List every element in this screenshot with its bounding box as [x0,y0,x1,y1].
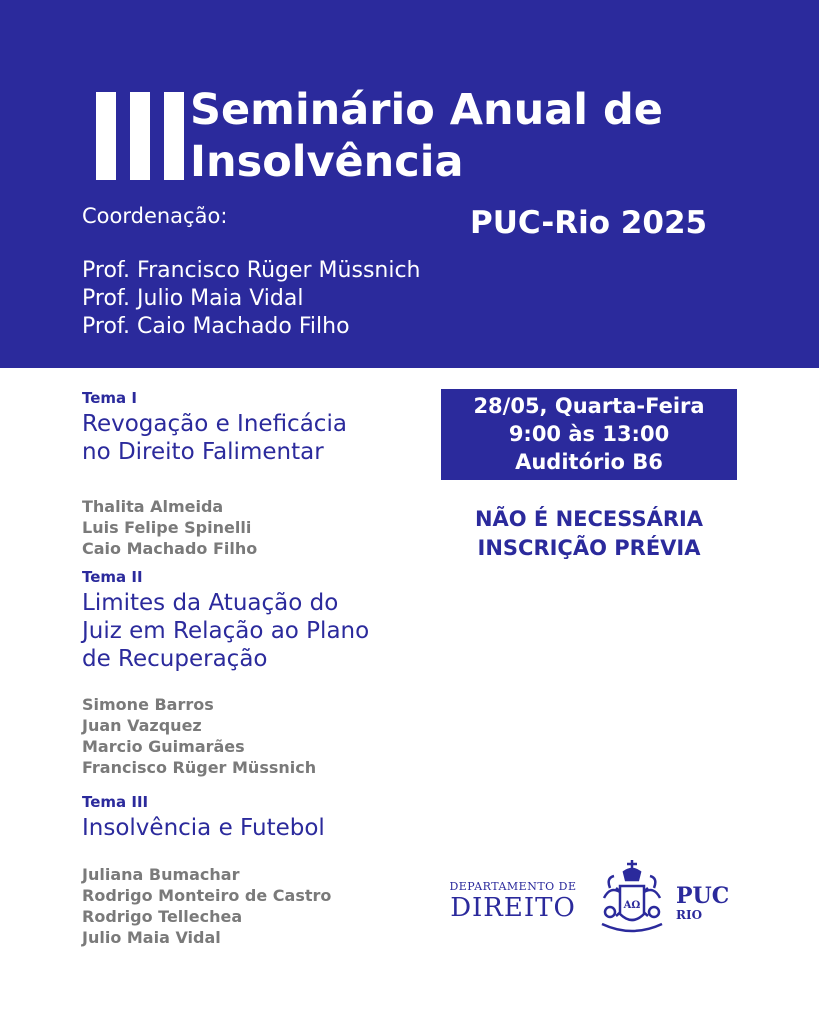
theme-2-speakers [82,694,316,778]
theme-1-speakers [82,496,257,559]
speaker-item: Rodrigo Tellechea [82,907,243,926]
speaker-item: Luis Felipe Spinelli [82,518,252,537]
event-info-box [441,389,737,480]
department-logo: DEPARTAMENTO DE DIREITO [449,880,577,923]
speaker-item: Simone Barros [82,695,214,714]
theme-title: Limites da Atuação do Juiz em Relação ao Plano de Recuperação [82,590,370,672]
event-date: 28/05, Quarta-Feira [473,394,705,418]
coordinator-item: Prof. Francisco Rüger Müssnich [82,258,421,283]
theme-label: Tema I [82,389,137,407]
speaker-item: Marcio Guimarães [82,737,245,756]
puc-rio-logo: PUC RIO [676,883,730,922]
coordinator-item: Prof. Caio Machado Filho [82,314,350,339]
speaker-item: Caio Machado Filho [82,539,258,558]
edition-label: PUC-Rio 2025 [470,205,708,241]
speaker-item: Juan Vazquez [82,716,202,735]
theme-1 [82,388,347,466]
theme-label: Tema III [82,793,149,811]
coordinator-item: Prof. Julio Maia Vidal [82,286,304,311]
speaker-item: Julio Maia Vidal [82,928,221,947]
theme-title: Revogação e Ineficácia no Direito Falimentar [82,411,347,465]
event-time: 9:00 às 13:00 [508,422,670,446]
theme-title: Insolvência e Futebol [82,815,325,841]
registration-notice: NÃO É NECESSÁRIA INSCRIÇÃO PRÉVIA [474,507,704,560]
roman-numeral-three [96,92,184,180]
coordinators-list [82,257,421,341]
page-title: Seminário Anual de Insolvência [190,85,663,187]
theme-label: Tema II [82,568,143,586]
coordination-label: Coordenação: [82,204,228,228]
speaker-item: Francisco Rüger Müssnich [82,758,317,777]
speaker-item: Juliana Bumachar [82,865,240,884]
speaker-item: Thalita Almeida [82,497,224,516]
puc-rio-crest-icon [596,858,668,940]
header-banner [0,0,819,368]
event-place: Auditório B6 [515,450,663,474]
theme-2 [82,567,369,673]
theme-3 [82,792,325,842]
theme-3-speakers [82,864,331,948]
svg-text:AΩ: AΩ [623,900,641,911]
speaker-item: Rodrigo Monteiro de Castro [82,886,332,905]
